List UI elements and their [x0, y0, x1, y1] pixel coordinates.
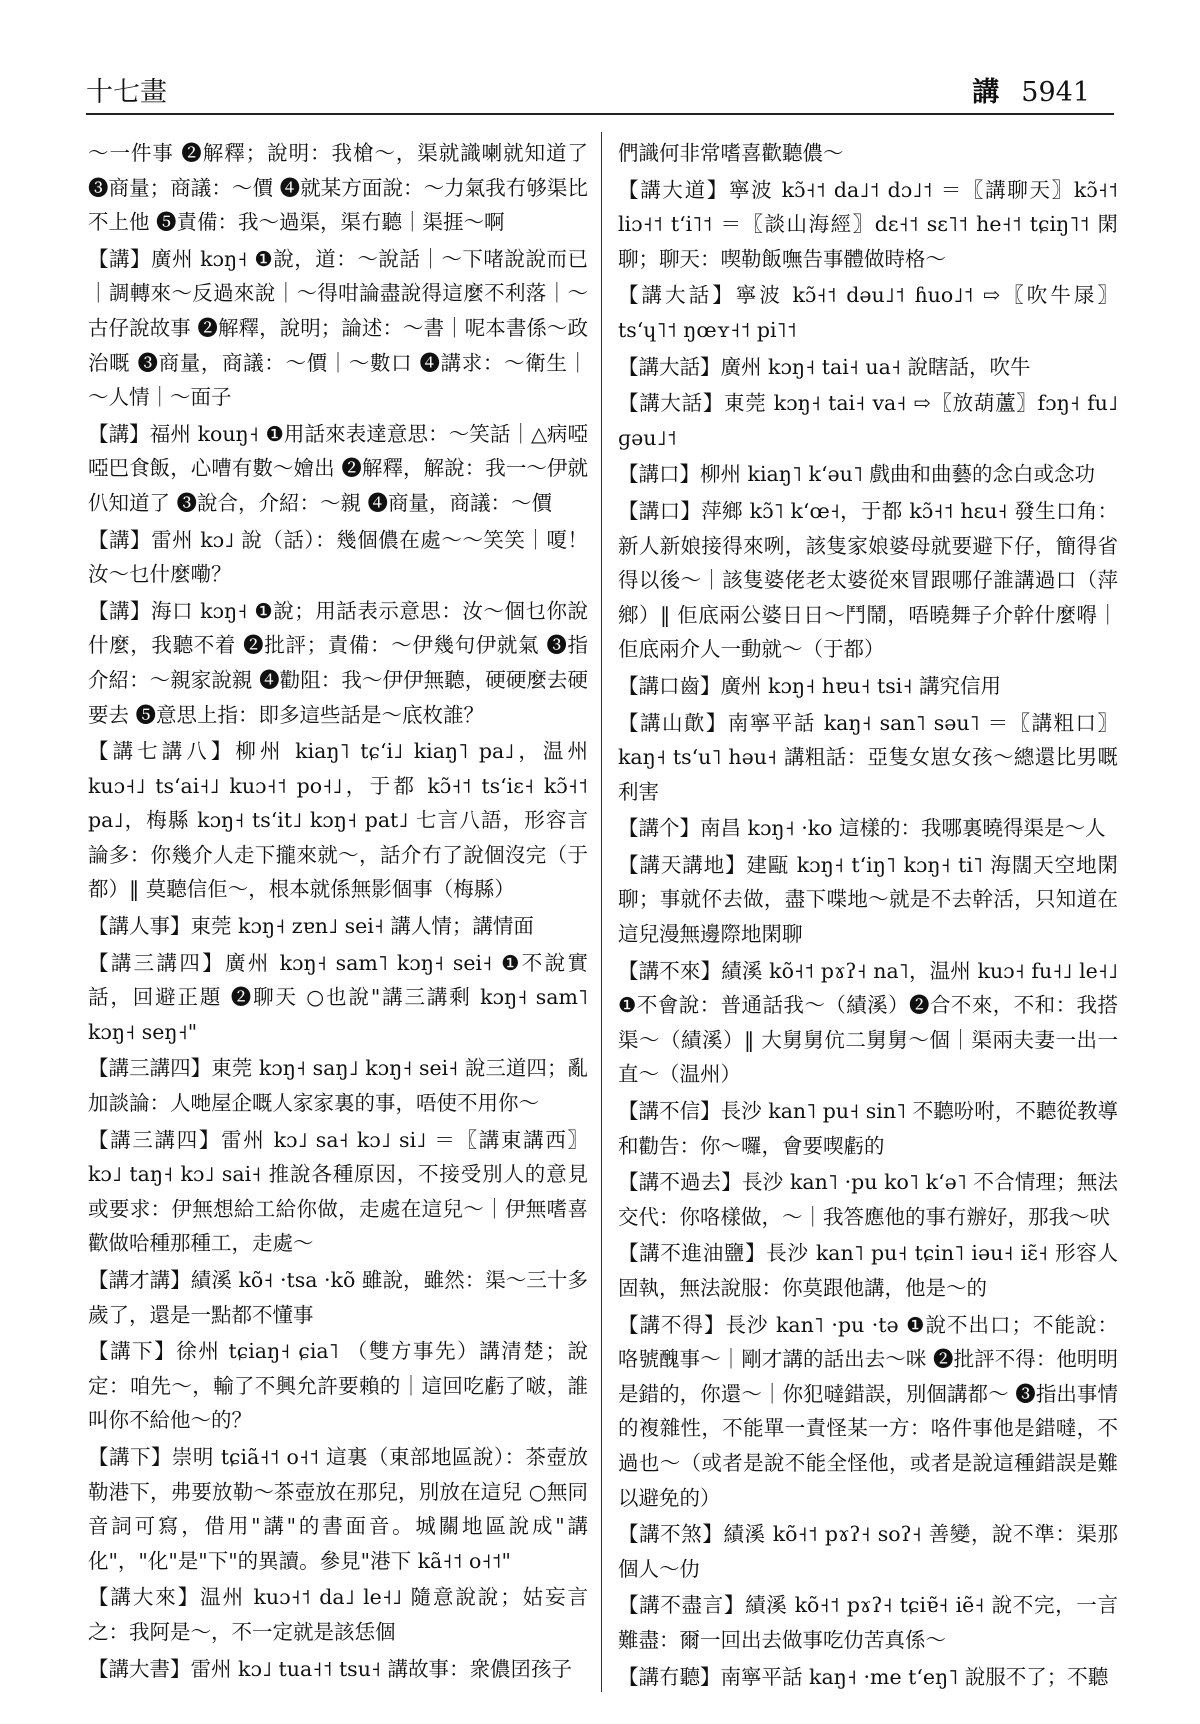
dictionary-entry: 【講个】南昌 kɔŋ˧ ·ko 這樣的：我哪裏曉得渠是～人: [618, 816, 1106, 841]
header-rule: [86, 113, 1114, 115]
dictionary-entry: 【講不盡言】績溪 kõ˧˦ pɤʔ˧ tɕiɐ̃˧ iẽ˧ 說不完，一言難盡：爾一回出去做事吃仂苦真係～: [618, 1593, 1118, 1652]
page-number: 5941: [1021, 77, 1090, 108]
dictionary-entry: 【講口齒】廣州 kɔŋ˧ hɐu˧ tsi˧ 講究信用: [618, 673, 1001, 698]
dictionary-entry: 【講大話】廣州 kɔŋ˧ tai˧ ua˧ 說瞎話，吹牛: [618, 354, 1031, 379]
dictionary-entry: 【講山歕】南寧平話 kaŋ˧ san˥ səu˥ ＝〖講粗口〗kaŋ˧ tsʻu˥ həu˧ 講粗話：亞隻女崽女孩～總還比男嘅利害: [618, 710, 1118, 804]
dictionary-entry: 【講】廣州 kɔŋ˧ ❶說，道：～說話｜～下啫說說而已｜調轉來～反過來說｜～得咁論盡說得這麼不利落｜～古仔說故事 ❷解釋，說明；論述：～書｜呢本書係～政治嘅 ❸商量，商議：～價｜～數口 ❹講求：～衛生｜～人情｜～面子: [88, 246, 588, 410]
dictionary-entry: 【講】福州 kouŋ˧ ❶用話來表達意思：～笑話｜△病啞啞巴食飯，心嘈有數～嬒出 ❷解釋，解說：我一～伊就仈知道了 ❸說合，介紹：～親 ❹商量，商議：～價: [88, 421, 588, 515]
dictionary-entry: 【講不來】績溪 kõ˧˦ pɤʔ˧ na˥，温州 kuɔ˧ fu˧˩ le˧˩ ❶不會說：普通話我～（績溪）❷合不來，不和：我搭渠～（績溪）‖ 大舅舅伉二舅舅～個｜渠兩夫妻一出一直～（温州）: [618, 958, 1118, 1087]
dictionary-entry: 【講才講】績溪 kõ˧ ·tsa ·kõ 雖說，雖然：渠～三十多歲了，還是一點都不懂事: [88, 1268, 588, 1327]
left-column: [88, 136, 588, 1688]
dictionary-entry: 們識何非常嗜喜歡聽儂～: [618, 141, 844, 165]
dictionary-entry: 【講口】萍鄉 kɔ̃˥ kʻœ˧，于都 kɔ̃˧˦ hɛu˧ 發生口角：新人新娘接得來咧，該隻家娘婆母就要避下仔，簡得省得以後～｜該隻婆佬老太婆從來冒跟哪仔誰講過口（萍鄉）‖ 佢底兩公婆日日～鬥鬧，唔曉舞子介幹什麼嘚｜佢底兩介人一動就～（于都）: [618, 498, 1118, 662]
dictionary-entry: ～一件事 ❷解釋；說明：我槍～，渠就識喇就知道了 ❸商量；商議：～價 ❹就某方面說：～力氣我冇够渠比不上他 ❺責備：我～過渠，渠冇聽｜渠捱～啊: [88, 141, 588, 235]
dictionary-entry: 【講人事】東莞 kɔŋ˧ zɐn˩ sei˧ 講人情；講情面: [88, 914, 534, 939]
dictionary-entry: 【講三講四】東莞 kɔŋ˧ saŋ˩ kɔŋ˧ sei˧ 說三道四；亂加談論：人哋屋企嘅人家家裏的事，唔使不用你～: [88, 1056, 588, 1116]
column-divider: [601, 132, 602, 1692]
dictionary-entry: 【講】雷州 kɔ˩ 說（話）：幾個儂在處～～笑笑｜嗄！汝～乜什麼嘞？: [88, 527, 588, 587]
dictionary-entry: 【講口】柳州 kiaŋ˥ kʻəu˥ 戲曲和曲藝的念白或念功: [618, 462, 1095, 487]
page-header-right: [972, 70, 1090, 109]
dictionary-entry: 【講不煞】績溪 kõ˧˦ pɤʔ˧ soʔ˧ 善變，說不準：渠那個人～仂: [618, 1522, 1118, 1581]
dictionary-entry: 【講】海口 kɔŋ˧ ❶說；用話表示意思：汝～個乜你說什麼，我聽不着 ❷批評；責備：～伊幾句伊就氣 ❸指介紹：～親家說親 ❹勸阻：我～伊伊無聽，硬硬麼去硬要去 ❺意思上指：即多這些話是～底枚誰？: [88, 598, 588, 727]
dictionary-entry: 【講不進油鹽】長沙 kan˥ pu˧ tɕin˥ iəu˧ iɛ̃˧ 形容人固執，無法說服：你莫跟他講，他是～的: [618, 1241, 1118, 1300]
dictionary-entry: 【講七講八】柳州 kiaŋ˥ tɕʻi˩ kiaŋ˥ pa˩，温州 kuɔ˧˩ tsʻai˧˩ kuɔ˧˦ po˧˩，于都 kɔ̃˧˦ tsʻiɛ˧ kɔ̃˧˦ pa˩，梅縣 kɔŋ˧ tsʻit˩ kɔŋ˧ pat˩ 七言八語，形容言論多：你幾介人走下攏來就～，話介冇了說個沒完（于都）‖ 莫聽信佢～，根本就係無影個事（梅縣）: [88, 739, 588, 902]
dictionary-entry: 【講大書】雷州 kɔ˩ tua˧˦ tsu˧ 講故事：衆儂囝孩子: [88, 1656, 573, 1681]
dictionary-entry: 【講天講地】建甌 kɔŋ˧ tʻiŋ˥ kɔŋ˧ ti˥ 海闊天空地閑聊；事就伓去做，盡下喋地～就是不去幹活，只知道在這兒漫無邊際地閑聊: [618, 852, 1118, 947]
right-column: [618, 136, 1118, 1696]
dictionary-entry: 【講三講四】廣州 kɔŋ˧ sam˥ kɔŋ˧ sei˧ ❶不說實話，回避正題 ❷聊天 ○也說"講三講剩 kɔŋ˧ sam˥ kɔŋ˧ seŋ˧": [88, 950, 588, 1044]
dictionary-entry: 【講冇聽】南寧平話 kaŋ˧ ·me tʻeŋ˥ 說服不了；不聽: [618, 1664, 1109, 1689]
dictionary-entry: 【講大話】東莞 kɔŋ˧ tai˧ va˧ ⇨〖放葫蘆〗fɔŋ˧ fu˩ ɡəu˩˦: [618, 391, 1118, 450]
dictionary-entry: 【講大話】寧波 kɔ̃˧˦ dəu˩˦ ɦuo˩˦ ⇨〖吹牛㞗〗tsʻɥ˥˦ ŋœʏ˧˦ pi˥˦: [618, 283, 1118, 342]
header-character: 講: [972, 77, 1000, 108]
dictionary-entry: 【講大來】温州 kuɔ˧˦ da˩ le˧˩ 隨意說說；姑妄言之：我阿是～，不一定就是該恁個: [88, 1585, 588, 1644]
dictionary-entry: 【講下】崇明 tɕiã˧˦ o˧˦ 這裏（東部地區說）：茶壺放勒港下，弗要放勒～茶壺放在那兒，別放在這兒 ○無同音詞可寫，借用"講"的書面音。城關地區說成"講化"，"化"是"下"的異讀。參見"港下 kã˧˦ o˧˦": [88, 1444, 588, 1573]
dictionary-entry: 【講下】徐州 tɕiaŋ˧ ɕia˥ （雙方事先）講清楚；說定：咱先～，輸了不興允許要賴的｜這回吃虧了啵，誰叫你不給他～的？: [88, 1339, 588, 1433]
dictionary-entry: 【講不得】長沙 kan˥ ·pu ·tə ❶說不出口；不能說：咯號醜事～｜剛才講的話出去～咪 ❷批評不得：他明明是錯的，你還～｜你犯噠錯誤，別個講都～ ❸指出事情的複雜性，不能單一責怪某一方：咯件事他是錯噠，不過也～（或者是說不能全怪他，或者是說這種錯誤是難以避免的）: [618, 1312, 1118, 1510]
dictionary-entry: 【講三講四】雷州 kɔ˩ sa˧ kɔ˩ si˩ ＝〖講東講西〗kɔ˩ taŋ˧ kɔ˩ sai˧ 推說各種原因，不接受別人的意見或要求：伊無想給工給你做，走處在這兒～｜伊無嗜喜歡做哈種那種工，走處～: [88, 1127, 588, 1256]
stroke-count-header: 十七畫: [86, 77, 167, 108]
dictionary-entry: 【講不過去】長沙 kan˥ ·pu ko˥ kʻə˥ 不合情理；無法交代：你咯樣做，～｜我答應他的事冇辦好，那我～吠: [618, 1170, 1118, 1229]
dictionary-entry: 【講不信】長沙 kan˥ pu˧ sin˥ 不聽吩咐，不聽從教導和勸告：你～囉，會要喫虧的: [618, 1099, 1118, 1158]
dictionary-entry: 【講大道】寧波 kɔ̃˧˦ da˩˦ dɔ˩˦ ＝〖講聊天〗kɔ̃˧˦ liɔ˧˦ tʻi˥˦ ＝〖談山海經〗dɛ˧˦ sɛ˥˦ he˧˦ tɕiŋ˥˦ 閑聊；聊天：喫勒飯嘸告事體做時格～: [618, 177, 1118, 271]
